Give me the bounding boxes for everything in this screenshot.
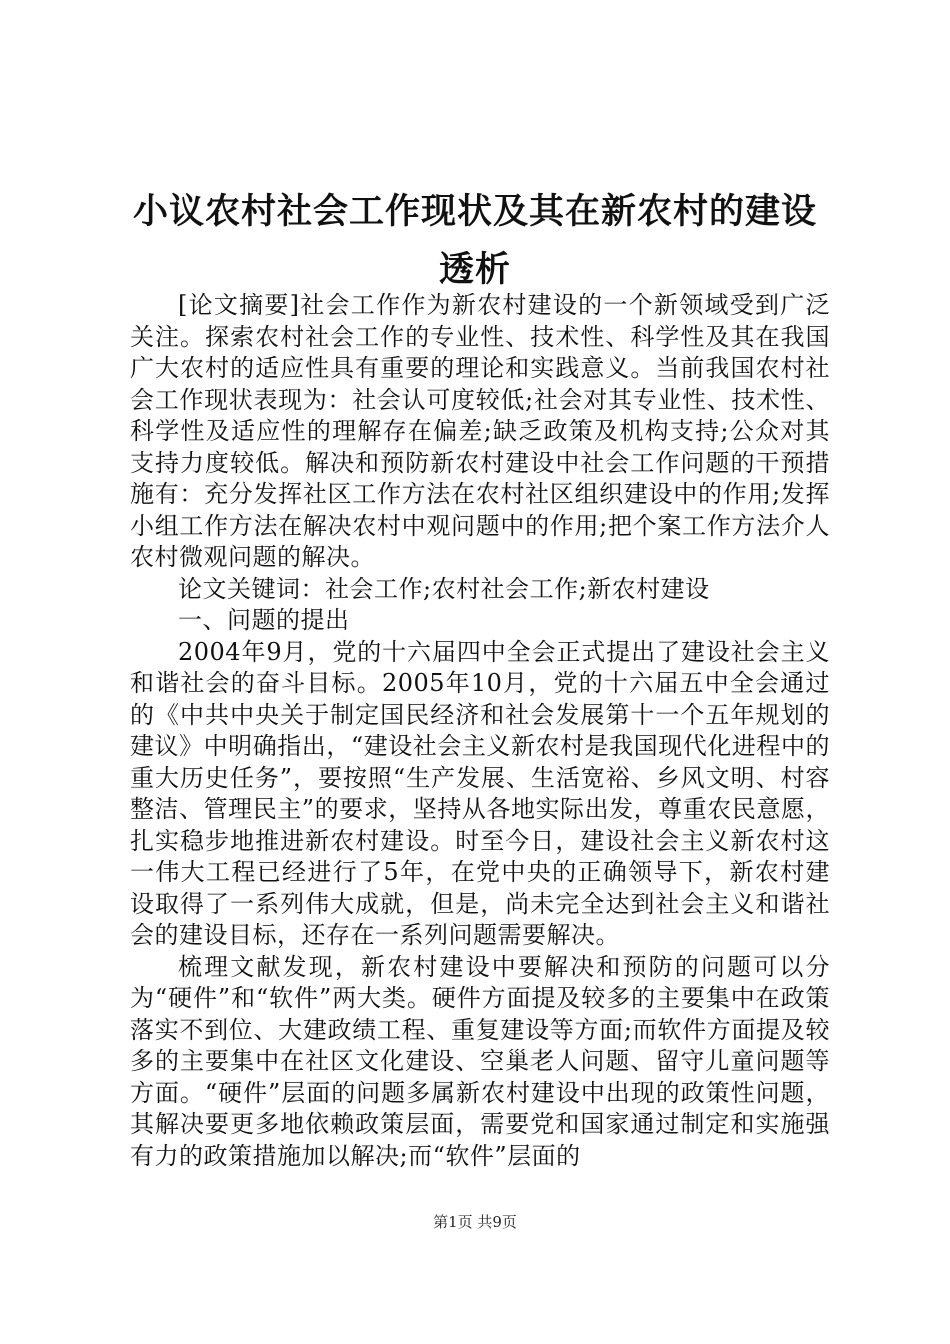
abstract-paragraph: [论文摘要]社会工作作为新农村建设的一个新领域受到广泛关注。探索农村社会工作的专业性、技术性、科学性及其在我国广大农村的适应性具有重要的理论和实践意义。当前我国农村社会工作现状表现为：社会认可度较低;社会对其专业性、技术性、科学性及适应性的理解存在偏差;缺乏政策及机构支持;公众对其支持力度较低。解决和预防新农村建设中社会工作问题的干预措施有：充分发挥社区工作方法在农村社区组织建设中的作用;发挥小组工作方法在解决农村中观问题中的作用;把个案工作方法介人农村微观问题的解决。 [130, 291, 830, 571]
page-title: 小议农村社会工作现状及其在新农村的建设透析 [132, 192, 817, 290]
page-number-footer: 第1页 共9页 [433, 1213, 517, 1231]
keywords-line: 论文关键词：社会工作;农村社会工作;新农村建设 [178, 574, 710, 603]
document-body [130, 290, 830, 1172]
section-heading: 一、问题的提出 [178, 606, 350, 634]
body-paragraph: 梳理文献发现，新农村建设中要解决和预防的问题可以分为“硬件”和“软件”两大类。硬件方面提及较多的主要集中在政策落实不到位、大建政绩工程、重复建设等方面;而软件方面提及较多的主要集中在社区文化建设、空巢老人问题、留守儿童问题等方面。“硬件”层面的问题多属新农村建设中出现的政策性问题，其解决要更多地依赖政策层面，需要党和国家通过制定和实施强有力的政策措施加以解决;而“软件”层面的 [130, 952, 830, 1170]
body-paragraph: 2004年9月，党的十六届四中全会正式提出了建设社会主义和谐社会的奋斗目标。2005年10月，党的十六届五中全会通过的《中共中央关于制定国民经济和社会发展第十一个五年规划的建议》中明确指出，“建设社会主义新农村是我国现代化进程中的重大历史任务”，要按照“生产发展、生活宽裕、乡风文明、村容整洁、管理民主”的要求，坚持从各地实际出发，尊重农民意愿，扎实稳步地推进新农村建设。时至今日，建设社会主义新农村这一伟大工程已经进行了5年，在党中央的正确领导下，新农村建设取得了一系列伟大成就，但是，尚未完全达到社会主义和谐社会的建设目标，还存在一系列问题需要解决。 [130, 637, 830, 949]
